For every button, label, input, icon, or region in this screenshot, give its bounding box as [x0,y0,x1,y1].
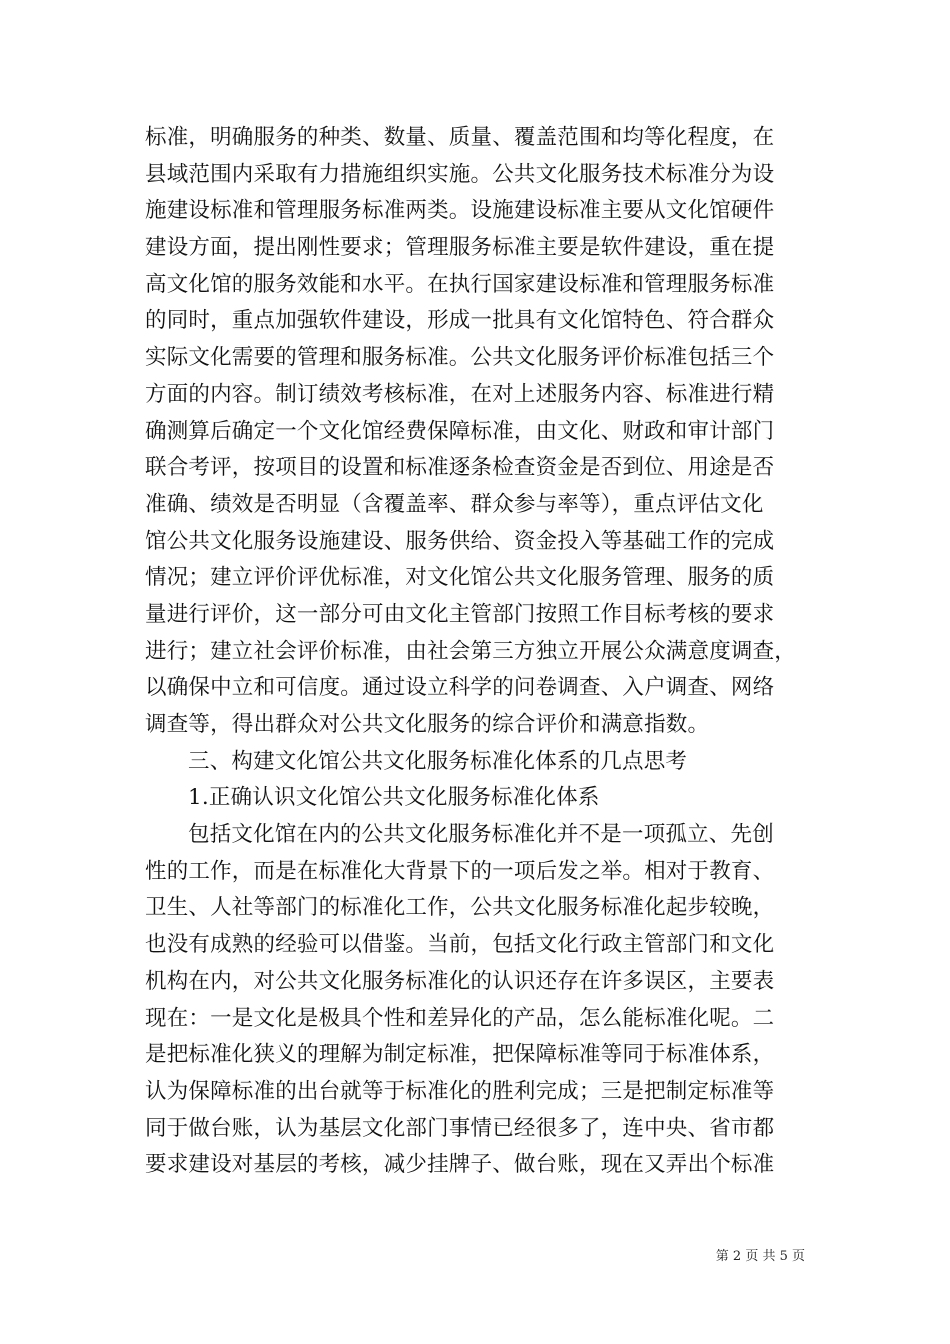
text-line: 以确保中立和可信度。通过设立科学的问卷调查、入户调查、网络 [145,675,775,701]
text-line: 准确、绩效是否明显（含覆盖率、群众参与率等），重点评估文化 [145,491,764,517]
text-line: 实际文化需要的管理和服务标准。公共文化服务评价标准包括三个 [145,345,775,371]
text-line: 联合考评，按项目的设置和标准逐条检查资金是否到位、用途是否 [145,455,775,481]
text-line: 确测算后确定一个文化馆经费保障标准，由文化、财政和审计部门 [145,418,775,444]
text-line: 要求建设对基层的考核，减少挂牌子、做台账，现在又弄出个标准 [145,1152,775,1178]
text-line: 同于做台账，认为基层文化部门事情已经很多了，连中央、省市都 [145,1115,775,1141]
text-line: 标准，明确服务的种类、数量、质量、覆盖范围和均等化程度，在 [145,125,775,150]
text-line: 县域范围内采取有力措施组织实施。公共文化服务技术标准分为设 [145,161,775,187]
text-line: 施建设标准和管理服务标准两类。设施建设标准主要从文化馆硬件 [145,198,775,224]
document-body [145,120,807,1184]
text-line: 性的工作，而是在标准化大背景下的一项后发之举。相对于教育、 [145,858,775,884]
text-line: 的同时，重点加强软件建设，形成一批具有文化馆特色、符合群众 [145,308,775,334]
section-heading: 三、构建文化馆公共文化服务标准化体系的几点思考 [188,748,688,774]
text-line: 也没有成熟的经验可以借鉴。当前，包括文化行政主管部门和文化 [145,932,775,958]
text-line: 机构在内，对公共文化服务标准化的认识还存在许多误区，主要表 [145,968,775,994]
text-line: 建设方面，提出刚性要求；管理服务标准主要是软件建设，重在提 [145,235,775,261]
text-line: 调查等，得出群众对公共文化服务的综合评价和满意指数。 [145,712,710,737]
text-line: 量进行评价，这一部分可由文化主管部门按照工作目标考核的要求 [145,601,775,627]
text-line: 方面的内容。制订绩效考核标准，在对上述服务内容、标准进行精 [145,381,775,407]
text-line: 包括文化馆在内的公共文化服务标准化并不是一项孤立、先创 [188,822,774,848]
page-number: 第 2 页 共 5 页 [715,1249,805,1264]
text-line: 现在：一是文化是极具个性和差异化的产品，怎么能标准化呢。二 [145,1005,775,1031]
text-line: 是把标准化狭义的理解为制定标准，把保障标准等同于标准体系， [145,1042,775,1068]
subsection-heading: 1.正确认识文化馆公共文化服务标准化体系 [188,785,600,811]
text-line: 情况；建立评价评优标准，对文化馆公共文化服务管理、服务的质 [145,565,775,591]
text-line: 进行；建立社会评价标准，由社会第三方独立开展公众满意度调查， [145,638,797,664]
text-line: 卫生、人社等部门的标准化工作，公共文化服务标准化起步较晚， [145,895,775,921]
text-line: 认为保障标准的出台就等于标准化的胜利完成；三是把制定标准等 [145,1078,775,1104]
text-line: 馆公共文化服务设施建设、服务供给、资金投入等基础工作的完成 [145,528,775,554]
text-line: 高文化馆的服务效能和水平。在执行国家建设标准和管理服务标准 [145,271,775,297]
